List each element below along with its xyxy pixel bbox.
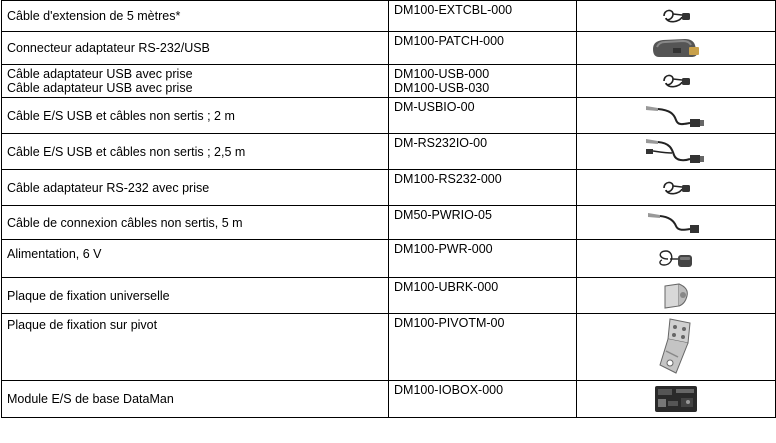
table-row [2, 314, 776, 381]
coiled-cable-icon [658, 6, 694, 26]
description-text: Plaque de fixation sur pivot [7, 318, 158, 332]
image-cell [577, 1, 776, 32]
part-number-text: DM100-EXTCBL-000 [394, 3, 513, 17]
part-number-cell [389, 314, 577, 381]
description-cell [2, 32, 389, 65]
part-number-cell [389, 240, 577, 278]
part-number-cell [389, 170, 577, 206]
description-text: Câble E/S USB et câbles non sertis ; 2,5 m [7, 144, 246, 159]
part-number-text: DM100-IOBOX-000 [394, 383, 504, 397]
description-text: Câble adaptateur RS-232 avec prise [7, 180, 210, 195]
part-number-cell [389, 381, 577, 418]
pivot-bracket-icon [656, 317, 696, 377]
description-text: Câble de connexion câbles non sertis, 5 m [7, 215, 243, 230]
coiled-cable-icon [658, 71, 694, 91]
part-number-text: DM100-PATCH-000 [394, 34, 504, 48]
description-cell [2, 98, 389, 134]
part-number-text: DM100-USB-030 [394, 81, 490, 95]
power-supply-icon [656, 247, 696, 271]
description-text: Plaque de fixation universelle [7, 288, 170, 303]
table-row [2, 240, 776, 278]
table-row [2, 65, 776, 98]
description-text: Module E/S de base DataMan [7, 392, 174, 406]
table-row [2, 170, 776, 206]
description-text: Connecteur adaptateur RS-232/USB [7, 41, 210, 55]
image-cell [577, 314, 776, 381]
image-cell [577, 278, 776, 314]
description-cell [2, 381, 389, 418]
image-cell [577, 240, 776, 278]
part-number-text: DM100-PWR-000 [394, 242, 493, 256]
universal-bracket-icon [661, 282, 691, 310]
image-cell [577, 206, 776, 240]
image-cell [577, 134, 776, 170]
description-cell [2, 1, 389, 32]
description-cell [2, 134, 389, 170]
part-number-cell [389, 65, 577, 98]
description-cell [2, 170, 389, 206]
io-cable-icon [644, 102, 708, 130]
part-number-cell [389, 206, 577, 240]
table-row [2, 278, 776, 314]
coiled-cable-icon [658, 178, 694, 198]
table-row [2, 1, 776, 32]
part-number-text: DM100-PIVOTM-00 [394, 316, 505, 330]
description-cell [2, 314, 389, 381]
description-text: Câble d'extension de 5 mètres* [7, 9, 181, 23]
description-cell [2, 65, 389, 98]
image-cell [577, 32, 776, 65]
part-number-text: DM100-RS232-000 [394, 172, 502, 186]
image-cell [577, 65, 776, 98]
part-number-text: DM50-PWRIO-05 [394, 208, 492, 222]
adapter-block-icon [649, 35, 703, 61]
accessories-table [1, 0, 776, 418]
description-text: Câble adaptateur USB avec prise [7, 81, 193, 95]
description-cell [2, 206, 389, 240]
io-module-icon [654, 384, 698, 414]
part-number-text: DM100-USB-000 [394, 67, 490, 81]
part-number-text: DM-RS232IO-00 [394, 136, 488, 150]
table-row [2, 134, 776, 170]
image-cell [577, 98, 776, 134]
part-number-cell [389, 1, 577, 32]
part-number-cell [389, 32, 577, 65]
table-row [2, 381, 776, 418]
table-row [2, 98, 776, 134]
image-cell [577, 381, 776, 418]
description-text: Câble E/S USB et câbles non sertis ; 2 m [7, 108, 235, 123]
image-cell [577, 170, 776, 206]
description-text: Câble adaptateur USB avec prise [7, 67, 193, 81]
io-cable-icon [646, 210, 706, 236]
part-number-cell [389, 98, 577, 134]
io-cable-icon [644, 137, 708, 167]
table-row [2, 32, 776, 65]
part-number-text: DM100-UBRK-000 [394, 280, 499, 294]
part-number-text: DM-USBIO-00 [394, 100, 475, 114]
part-number-cell [389, 134, 577, 170]
part-number-cell [389, 278, 577, 314]
description-text: Alimentation, 6 V [7, 247, 102, 261]
description-cell [2, 278, 389, 314]
table-row [2, 206, 776, 240]
description-cell [2, 240, 389, 278]
